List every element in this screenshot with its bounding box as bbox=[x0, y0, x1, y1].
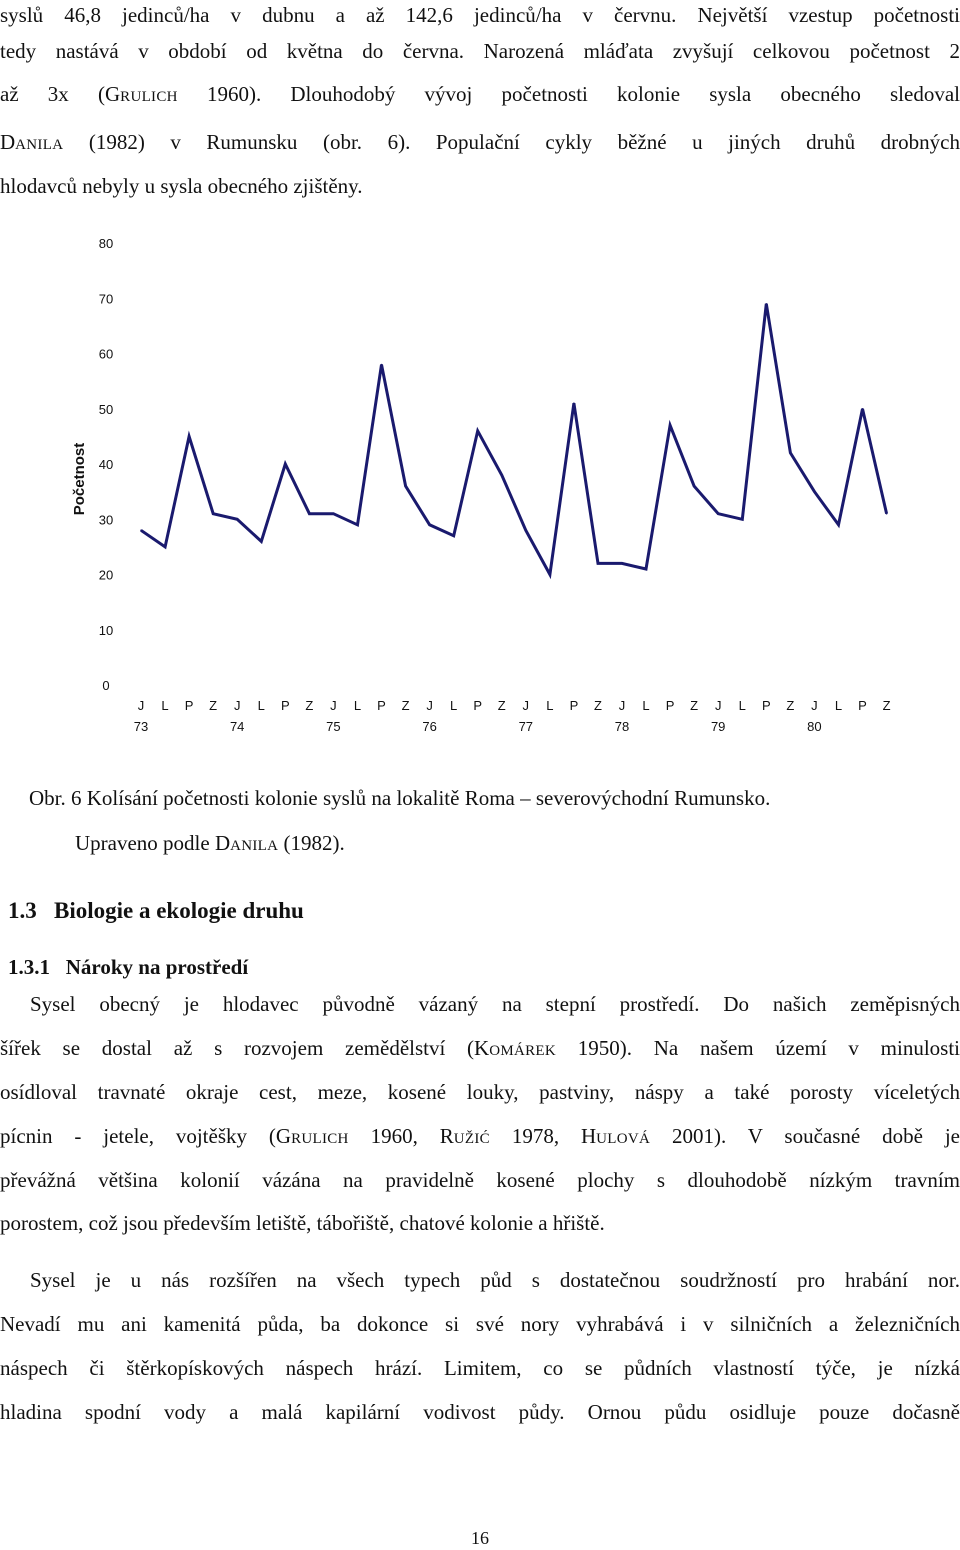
x-month-label: L bbox=[738, 698, 746, 713]
chart-series bbox=[140, 303, 887, 575]
data-point bbox=[501, 474, 503, 476]
data-point bbox=[717, 513, 719, 515]
data-point bbox=[140, 530, 142, 532]
x-month-label: J bbox=[330, 698, 337, 713]
data-point bbox=[549, 574, 551, 576]
paragraph-line: porostem, což jsou především letiště, tábořiště, chatové kolonie a hřiště. bbox=[0, 1211, 605, 1235]
paragraph-line: náspech či štěrkopískových náspech hrází. Limitem, co se půdních vlastností týče, je nízká bbox=[0, 1356, 960, 1380]
data-point bbox=[429, 524, 431, 526]
x-month-label: J bbox=[618, 698, 626, 713]
x-axis-month-labels bbox=[138, 698, 891, 713]
data-point bbox=[573, 402, 575, 404]
data-point bbox=[838, 524, 840, 526]
x-year-label: 75 bbox=[326, 719, 341, 734]
population-line-chart bbox=[0, 225, 960, 745]
x-month-label: P bbox=[761, 698, 771, 713]
x-month-label: P bbox=[377, 698, 386, 713]
data-point bbox=[525, 530, 527, 532]
paragraph-line: Sysel obecný je hlodavec původně vázaný na stepní prostředí. Do našich zeměpisných bbox=[30, 992, 960, 1016]
y-tick-label: 30 bbox=[98, 512, 114, 528]
x-month-label: J bbox=[714, 698, 722, 713]
y-tick-label: 20 bbox=[98, 567, 114, 583]
x-month-label: J bbox=[811, 698, 818, 713]
section-heading: 1.3 Biologie a ekologie druhu bbox=[8, 898, 304, 923]
page-number: 16 bbox=[471, 1528, 489, 1548]
x-month-label: Z bbox=[690, 698, 699, 713]
data-point bbox=[597, 563, 599, 565]
data-point bbox=[164, 546, 166, 548]
x-month-label: Z bbox=[786, 698, 795, 713]
data-point bbox=[405, 485, 407, 487]
data-point bbox=[381, 364, 383, 366]
y-axis-label: Početnost bbox=[71, 442, 88, 516]
data-point bbox=[260, 541, 262, 543]
paragraph-line: osídloval travnaté okraje cest, meze, kosené louky, pastviny, náspy a také porosty víceletých bbox=[0, 1080, 960, 1104]
author-name: RULICH bbox=[120, 89, 178, 105]
data-point bbox=[453, 535, 455, 537]
data-point bbox=[790, 452, 792, 454]
x-month-label: P bbox=[858, 698, 867, 713]
x-axis-year-labels bbox=[134, 719, 822, 734]
x-month-label: J bbox=[233, 698, 241, 713]
y-axis-ticks bbox=[99, 236, 113, 693]
y-tick-label: 70 bbox=[98, 291, 114, 307]
x-month-label: P bbox=[473, 698, 483, 713]
x-month-label: P bbox=[665, 698, 675, 713]
data-point bbox=[333, 513, 335, 515]
figure-caption: Obr. 6 Kolísání početnosti kolonie syslů na lokalitě Roma – severovýchodní Rumunsko. bbox=[29, 786, 771, 810]
x-year-label: 73 bbox=[133, 719, 149, 734]
x-month-label: J bbox=[137, 698, 145, 713]
data-point bbox=[741, 518, 743, 520]
x-year-label: 80 bbox=[807, 719, 822, 734]
paragraph-line: syslů 46,8 jedinců/ha v dubnu a až 142,6 jedinců/ha v červnu. Největší vzestup početnosti bbox=[0, 3, 960, 27]
x-month-label: J bbox=[426, 698, 433, 713]
x-month-label: P bbox=[280, 698, 290, 713]
data-point bbox=[814, 491, 816, 493]
y-tick-label: 80 bbox=[98, 236, 114, 251]
data-point bbox=[766, 303, 768, 305]
paragraph-line: Sysel je u nás rozšířen na všech typech půd s dostatečnou soudržností pro hrabání nor. bbox=[30, 1268, 960, 1292]
x-month-label: L bbox=[257, 698, 265, 713]
x-month-label: L bbox=[642, 698, 650, 713]
x-month-label: Z bbox=[209, 698, 218, 713]
x-month-label: L bbox=[450, 698, 458, 713]
y-tick-label: 0 bbox=[102, 678, 110, 693]
y-tick-label: 40 bbox=[98, 457, 114, 472]
author-name: ANILA bbox=[15, 137, 64, 153]
data-point bbox=[285, 463, 287, 465]
data-point bbox=[886, 513, 888, 515]
data-point bbox=[645, 568, 647, 570]
data-point bbox=[669, 425, 671, 427]
paragraph-line: DANILA (1982) v Rumunsku (obr. 6). Populační cykly běžné u jiných druhů drobných bbox=[0, 130, 960, 154]
data-point bbox=[621, 563, 623, 565]
x-year-label: 78 bbox=[614, 719, 630, 734]
data-point bbox=[188, 436, 190, 438]
x-year-label: 77 bbox=[518, 719, 534, 734]
data-point bbox=[236, 518, 238, 520]
series-line bbox=[141, 304, 887, 575]
x-month-label: Z bbox=[593, 698, 602, 713]
data-point bbox=[477, 430, 479, 432]
paragraph-line: hladina spodní vody a malá kapilární vodivost půdy. Ornou půdu osidluje pouze dočasně bbox=[0, 1400, 960, 1424]
paragraph-line: pícnin - jetele, vojtěšky (GRULICH 1960, RUŽIĆ 1978, HULOVÁ 2001). V současné době je bbox=[0, 1124, 960, 1148]
x-month-label: Z bbox=[401, 698, 410, 713]
data-point bbox=[212, 513, 214, 515]
data-point bbox=[693, 485, 695, 487]
data-point bbox=[309, 513, 311, 515]
x-month-label: L bbox=[834, 698, 843, 713]
x-month-label: Z bbox=[305, 698, 314, 713]
x-month-label: P bbox=[184, 698, 194, 713]
x-month-label: J bbox=[522, 698, 530, 713]
x-month-label: L bbox=[161, 698, 169, 713]
paragraph-line: tedy nastává v období od května do června. Narozená mláďata zvyšují celkovou početnost 2 bbox=[0, 39, 960, 63]
x-year-label: 79 bbox=[710, 719, 726, 734]
x-month-label: Z bbox=[882, 698, 891, 713]
data-point bbox=[357, 524, 359, 526]
x-month-label: L bbox=[353, 698, 362, 713]
x-month-label: Z bbox=[497, 698, 506, 713]
x-month-label: P bbox=[569, 698, 579, 713]
x-year-label: 76 bbox=[422, 719, 437, 734]
figure-caption-source: Upraveno podle DANILA (1982). bbox=[75, 831, 345, 855]
paragraph-line: Nevadí mu ani kamenitá půda, ba dokonce si své nory vyhrabává i v silničních a železničních bbox=[0, 1312, 960, 1336]
y-tick-label: 50 bbox=[98, 401, 114, 417]
y-tick-label: 10 bbox=[98, 622, 114, 638]
x-year-label: 74 bbox=[229, 719, 245, 734]
y-tick-label: 60 bbox=[98, 346, 114, 362]
paragraph-line: šířek se dostal až s rozvojem zemědělství (KOMÁREK 1950). Na našem území v minulosti bbox=[0, 1036, 960, 1060]
paragraph-line: hlodavců nebyly u sysla obecného zjištěny. bbox=[0, 174, 363, 198]
data-point bbox=[862, 408, 864, 410]
paragraph-line: převážná většina kolonií vázána na pravidelně kosené plochy s dlouhodobě nízkým travním bbox=[0, 1168, 960, 1192]
paragraph-line: až 3x (GRULICH 1960). Dlouhodobý vývoj početnosti kolonie sysla obecného sledoval bbox=[0, 82, 960, 106]
x-month-label: L bbox=[546, 698, 554, 713]
subsection-heading: 1.3.1 Nároky na prostředí bbox=[8, 955, 249, 979]
